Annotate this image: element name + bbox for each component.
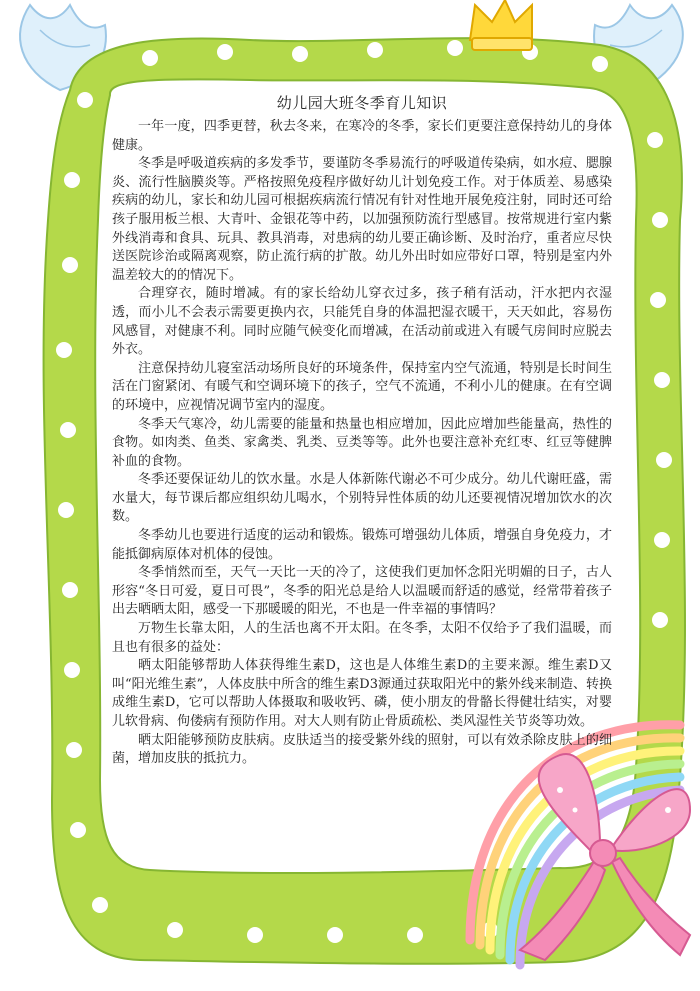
paragraph-respiratory-disease: 冬季是呼吸道疾病的多发季节，要谨防冬季易流行的呼吸道传染病，如水痘、腮腺炎、流行性脑膜炎等。严格按照免疫程序做好幼儿计划免疫工作。对于体质差、易感染疾病的幼儿，家长和幼儿园可根据疾病流行情况有针对性地开展免疫注射，同时还可给孩子服用板兰根、大青叶、金银花等中药，以加强预防流行型感冒。按常规进行室内紫外线消毒和食具、玩具、教具消毒，对患病的幼儿要正确诊断、及时治疗，重者应尽快送医院诊治或隔离观察，防止流行病的扩散。幼儿外出时如应带好口罩，特别是室内外温差较大的的情况下。 — [112, 156, 612, 283]
paragraph-intro: 一年一度，四季更替，秋去冬来，在寒冷的冬季，家长们更要注意保持幼儿的身体健康。 — [112, 119, 612, 153]
paragraph-sun-benefits: 万物生长靠太阳，人的生活也离不开太阳。在冬季，太阳不仅给予了我们温暖，而且也有很多的益处： — [112, 621, 612, 655]
crown-icon — [470, 0, 532, 50]
paragraph-clothing: 合理穿衣，随时增减。有的家长给幼儿穿衣过多，孩子稍有活动，汗水把内衣湿透，而小儿不会表示需要更换内衣，只能凭自身的体温把湿衣暖干，天天如此，容易伤风感冒，对健康不利。同时应随气候变化而增减，在活动前或进入有暖气房间时应脱去外衣。 — [112, 286, 612, 358]
paragraph-environment: 注意保持幼儿寝室活动场所良好的环境条件，保持室内空气流通，特别是长时间生活在门窗紧闭、有暖气和空调环境下的孩子，空气不流通，不利小儿的健康。在有空调的环境中，应视情况调节室内的湿度。 — [112, 360, 612, 413]
paragraph-exercise: 冬季幼儿也要进行适度的运动和锻炼。锻炼可增强幼儿体质，增强自身免疫力，才能抵御病原体对机体的侵蚀。 — [112, 528, 612, 562]
paragraph-skin: 晒太阳能够预防皮肤病。皮肤适当的接受紫外线的照射，可以有效杀除皮肤上的细菌，增加皮肤的抵抗力。 — [112, 732, 612, 767]
paragraph-sunshine: 冬季悄然而至，天气一天比一天的冷了，这使我们更加怀念阳光明媚的日子，古人形容“冬日可爱，夏日可畏”，冬季的阳光总是给人以温暖而舒适的感觉，经常带着孩子出去晒晒太阳，感受一下那暖暖的阳光，不也是一件幸福的事情吗？ — [112, 565, 612, 618]
document-body — [112, 92, 612, 769]
document-title: 幼儿园大班冬季育儿知识 — [276, 94, 448, 112]
paragraph-vitamin-d: 晒太阳能够帮助人体获得维生素D，这也是人体维生素D的主要来源。维生素D又叫“阳光维生素”，人体皮肤中所含的维生素D3源通过获取阳光中的紫外线来制造、转换成维生素D，它可以帮助人体摄取和吸收钙、磷，使小朋友的骨骼长得健壮结实，对婴儿软骨病、佝偻病有预防作用。对大人则有防止骨质疏松、类风湿性关节炎等功效。 — [112, 658, 612, 729]
paragraph-water: 冬季还要保证幼儿的饮水量。水是人体新陈代谢必不可少成分。幼儿代谢旺盛，需水量大，每节课后都应组织幼儿喝水，个别特异性体质的幼儿还要视情况增加饮水的次数。 — [112, 472, 612, 525]
paragraph-diet: 冬季天气寒冷，幼儿需要的能量和热量也相应增加，因此应增加些能量高，热性的食物。如肉类、鱼类、家禽类、乳类、豆类等等。此外也要注意补充红枣、红豆等健脾补血的食物。 — [112, 416, 612, 469]
